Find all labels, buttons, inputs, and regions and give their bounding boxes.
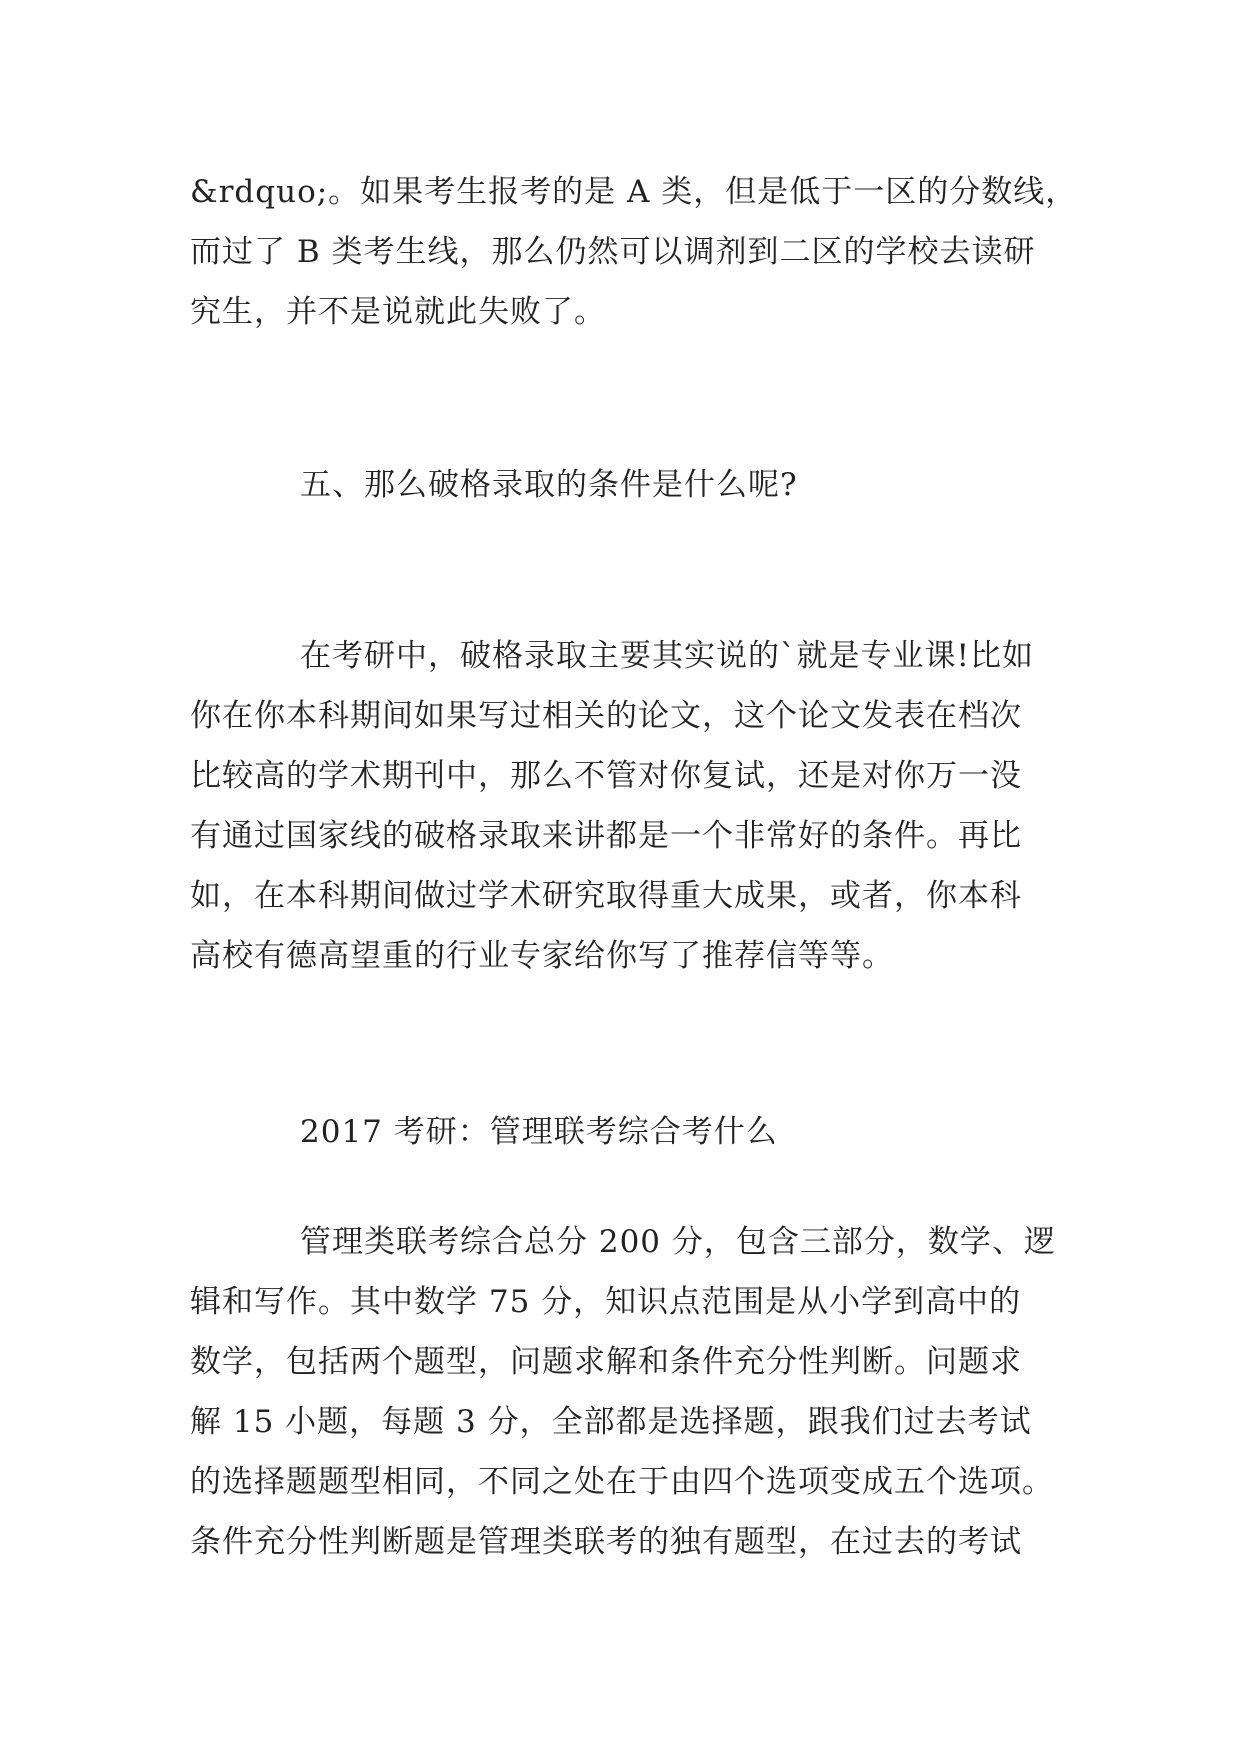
- section-heading-1: 五、那么破格录取的条件是什么呢?: [300, 467, 798, 503]
- paragraph-2-line-6: 高校有德高望重的行业专家给你写了推荐信等等。: [190, 938, 894, 974]
- paragraph-2-line-4: 有通过国家线的破格录取来讲都是一个非常好的条件。再比: [190, 818, 1022, 854]
- paragraph-3-line-1: 管理类联考综合总分 200 分，包含三部分，数学、逻: [300, 1224, 1056, 1260]
- paragraph-2-line-1: 在考研中，破格录取主要其实说的`就是专业课!比如: [300, 638, 1034, 674]
- paragraph-1-line-3: 究生，并不是说就此失败了。: [190, 294, 606, 330]
- paragraph-3-line-5: 的选择题题型相同，不同之处在于由四个选项变成五个选项。: [190, 1464, 1054, 1500]
- paragraph-1-line-2: 而过了 B 类考生线，那么仍然可以调剂到二区的学校去读研: [190, 234, 1036, 270]
- paragraph-3-line-4: 解 15 小题，每题 3 分，全部都是选择题，跟我们过去考试: [190, 1404, 1032, 1440]
- section-heading-2: 2017 考研：管理联考综合考什么: [300, 1114, 778, 1150]
- paragraph-2-line-2: 你在你本科期间如果写过相关的论文，这个论文发表在档次: [190, 698, 1022, 734]
- paragraph-2-line-3: 比较高的学术期刊中，那么不管对你复试，还是对你万一没: [190, 758, 1022, 794]
- paragraph-3-line-3: 数学，包括两个题型，问题求解和条件充分性判断。问题求: [190, 1344, 1022, 1380]
- paragraph-3-line-2: 辑和写作。其中数学 75 分，知识点范围是从小学到高中的: [190, 1284, 1022, 1320]
- paragraph-3-line-6: 条件充分性判断题是管理类联考的独有题型，在过去的考试: [190, 1524, 1022, 1560]
- paragraph-2-line-5: 如，在本科期间做过学术研究取得重大成果，或者，你本科: [190, 878, 1022, 914]
- paragraph-1-line-1: &rdquo;。如果考生报考的是 A 类，但是低于一区的分数线，: [190, 174, 1078, 210]
